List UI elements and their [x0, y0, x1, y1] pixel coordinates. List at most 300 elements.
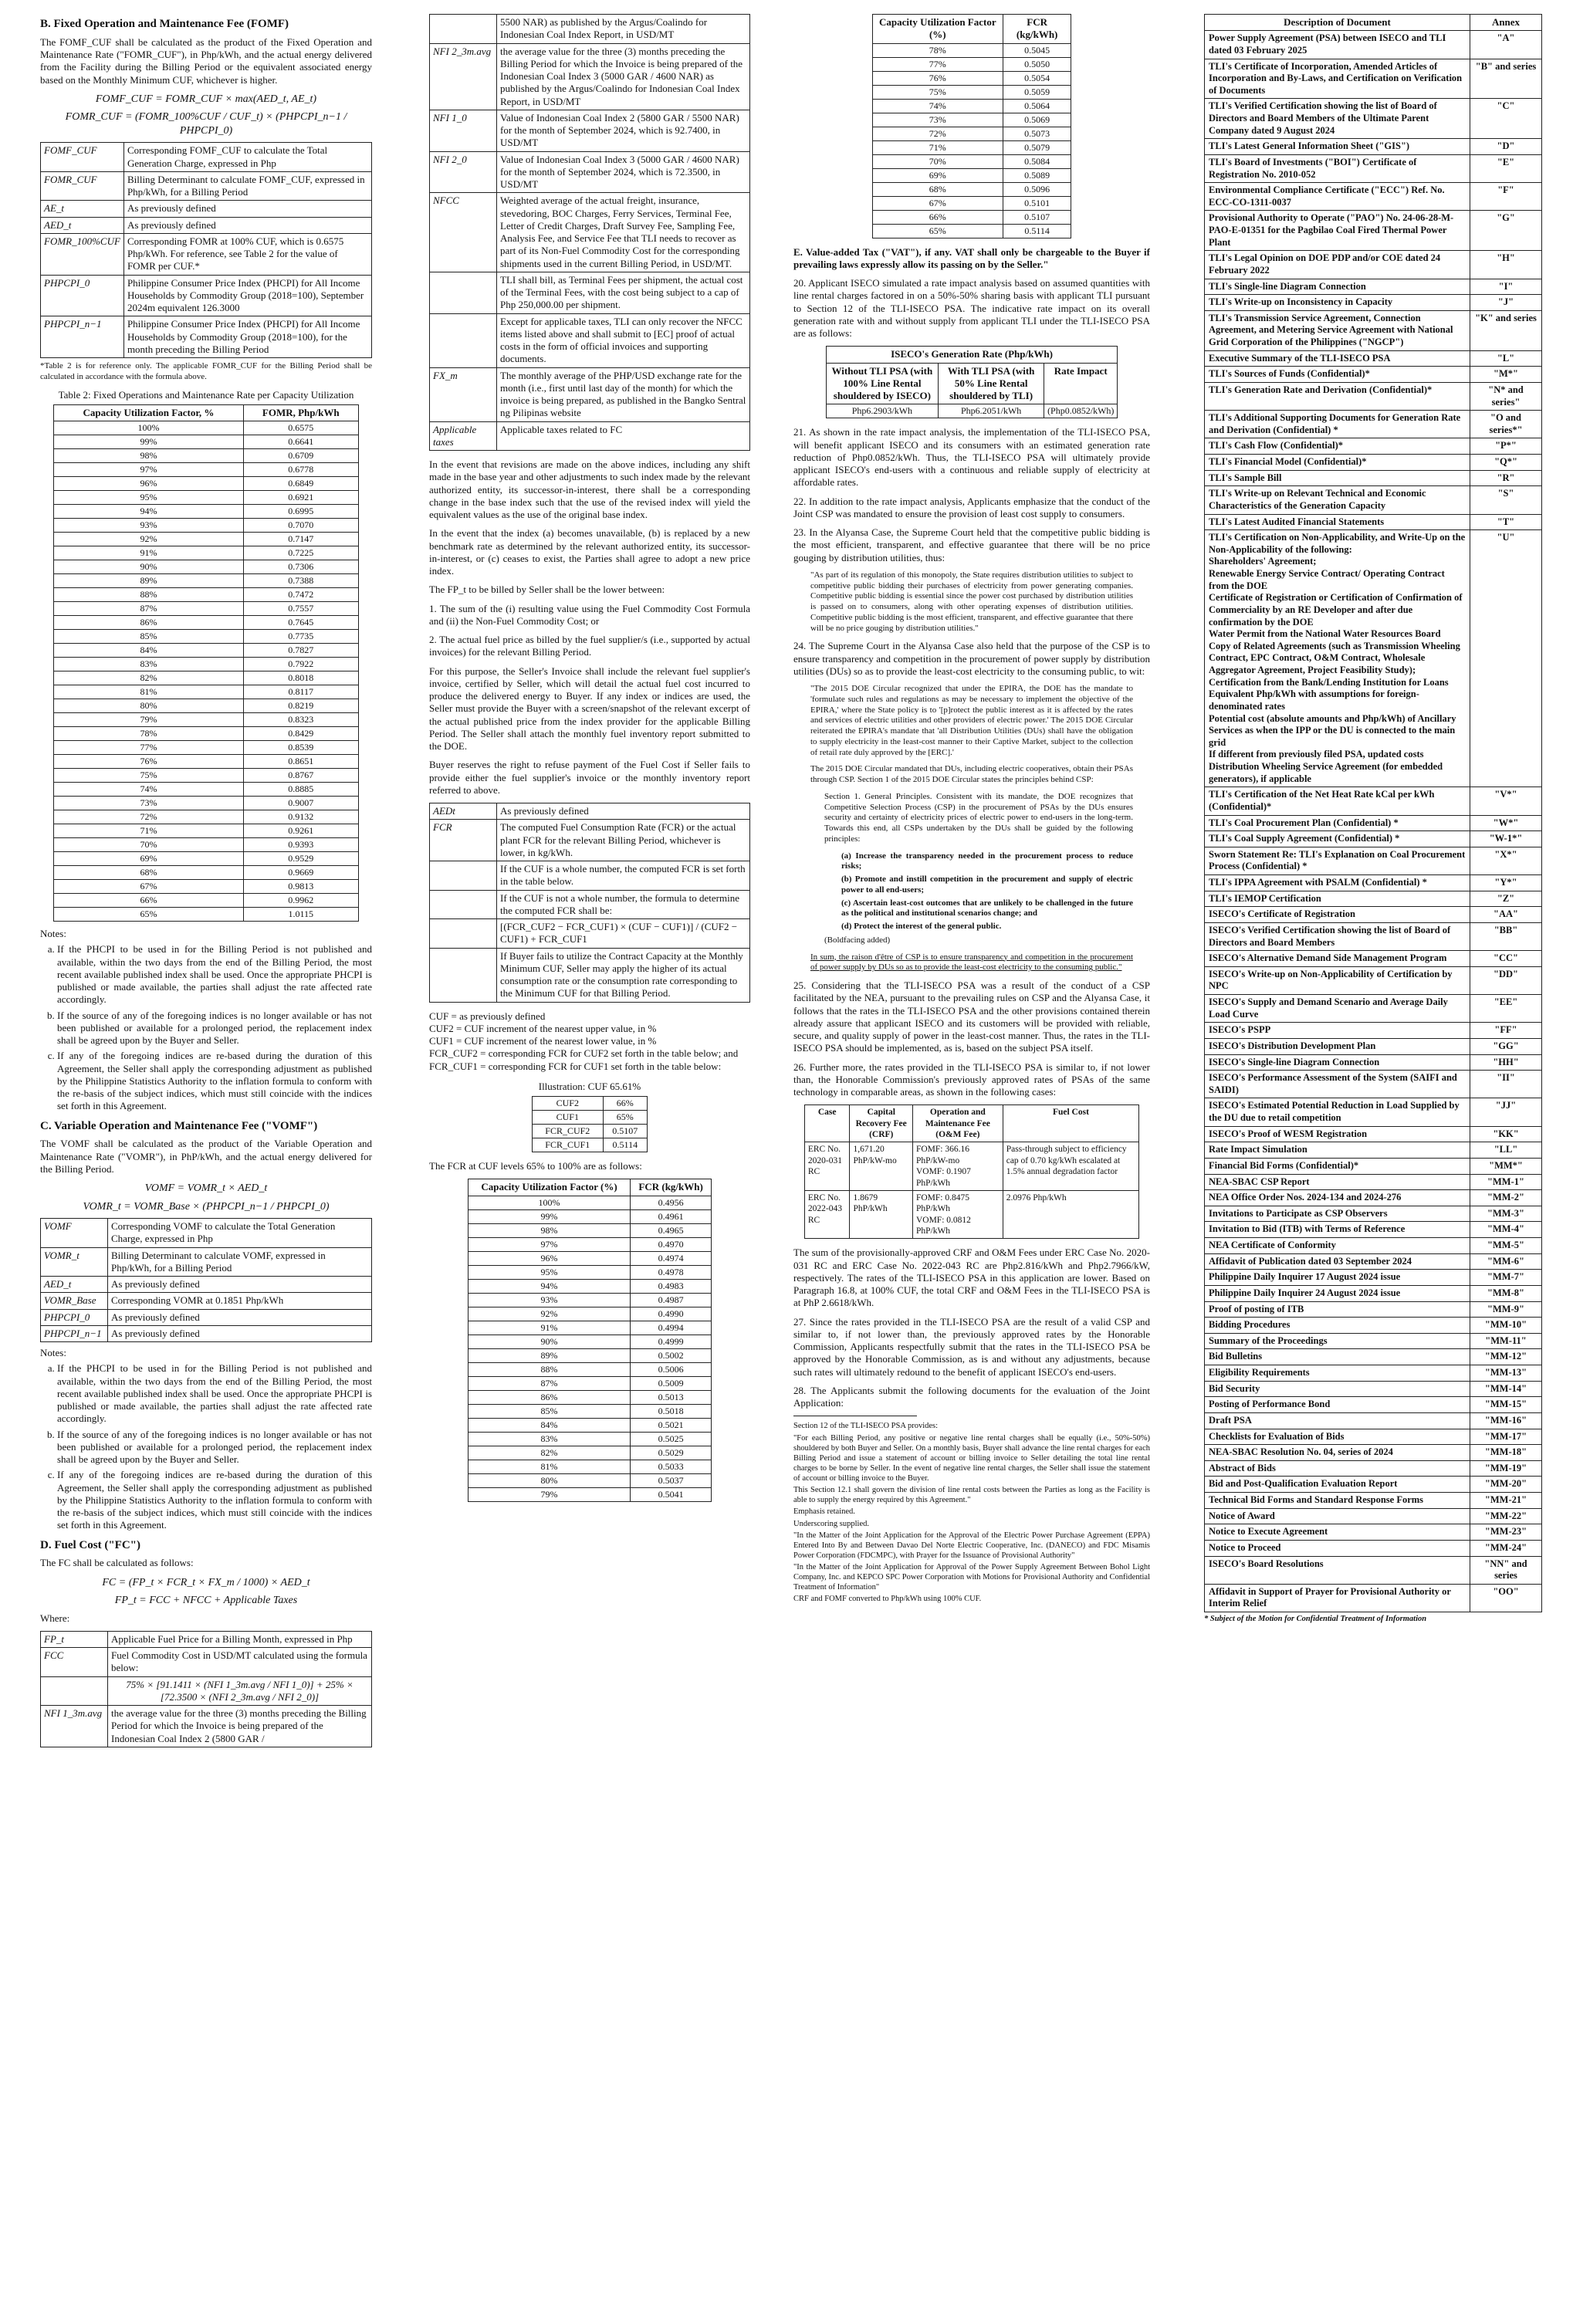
- cuf-cell: 83%: [468, 1432, 630, 1446]
- paragraph-20: 20. Applicant ISECO simulated a rate impact analysis based on assumed quantities with line rental charges factored in on a 50%-50% sharing basis with applicant TLI pursuant to Section 12 of the TLI-ISECO PSA. The indicative rate impact on its overall generation rate with and without supply from applicant TLI under the TLI-ISECO PSA are as follows:: [793, 277, 1150, 339]
- cuf-cell: 67%: [872, 196, 1003, 210]
- value-cell: 0.7070: [243, 519, 358, 533]
- principle-item: (c) Ascertain least-cost outcomes that are unlikely to be challenged in the future as the political and institutional scenarios change; and: [841, 898, 1133, 918]
- fcr-row: [468, 1196, 711, 1209]
- value-cell: 0.7645: [243, 616, 358, 630]
- quote-24c: Section 1. General Principles. Consistent with its mandate, the DOE recognizes that Competitive Selection Process (CSP) in the procurement of PSAs by the DUs ensures security and certainty of electricity prices of electric power to end-users in the long-term. Towards this end, all CSPs undertaken by the DUs shall be guided by the following principles:: [824, 791, 1133, 844]
- cuf-cell: 69%: [872, 168, 1003, 182]
- annex-description: TLI's Financial Model (Confidential)*: [1205, 455, 1470, 471]
- cuf-cell: 65%: [872, 224, 1003, 238]
- definition-row: [430, 193, 750, 272]
- annex-description: TLI's Coal Procurement Plan (Confidential) *: [1205, 815, 1470, 831]
- fomr-row: [54, 616, 359, 630]
- value-cell: 0.8767: [243, 769, 358, 783]
- cuf-cell: 76%: [872, 71, 1003, 85]
- fomf-intro: The FOMF_CUF shall be calculated as the product of the Fixed Operation and Maintenance Rate ("FOMR_CUF"), in Php/kWh, and the actual energy delivered from the Facility during the Billing Period or the equivalent associated energy based on the Monthly Minimum CUF, whichever is higher.: [40, 36, 372, 86]
- value-cell: 0.9007: [243, 797, 358, 810]
- definition-text: As previously defined: [108, 1325, 372, 1341]
- definition-row: [41, 1293, 372, 1309]
- annex-description: Financial Bid Forms (Confidential)*: [1205, 1158, 1470, 1174]
- definition-text: Weighted average of the actual freight, insurance, stevedoring, BOC Charges, Ferry Services, Terminal Fee, Letter of Credit Charges, Draft Survey Fee, Sampling Fee, Analysis Fee, and Service Fee that TLI needs to recover as part of its Non-Fuel Commodity Cost for the corresponding shipments used in the current Billing Period, in USD/MT.: [497, 193, 750, 272]
- vomf-definitions-table: [40, 1218, 372, 1342]
- paragraph-25: 25. Considering that the TLI-ISECO PSA was a result of the conduct of a CSP facilitated by the NEA, pursuant to the prevailing rules on CSP and the Alyansa Case, it follows that the rates in the TLI-ISECO PSA and the other provisions contained therein already assure that applicant ISECO and its customers will be provided with reliable, secure, and quality supply of power in the least-cost manner. Thus, the rates in the TLI-ISECO PSA should be implemented, as is, based on the subject PSA itself.: [793, 979, 1150, 1054]
- cuf-cell: 90%: [468, 1335, 630, 1348]
- annex-row: [1205, 310, 1542, 350]
- fomr-row: [54, 602, 359, 616]
- annex-label: "CC": [1470, 951, 1542, 967]
- annex-description: Abstract of Bids: [1205, 1460, 1470, 1477]
- annex-label: "MM-3": [1470, 1206, 1542, 1222]
- value-cell: 0.9529: [243, 852, 358, 866]
- fcr-row: [468, 1209, 711, 1223]
- annex-label: "Q*": [1470, 455, 1542, 471]
- fomr-row: [54, 546, 359, 560]
- annex-row: [1205, 815, 1542, 831]
- value-cell: 0.5009: [631, 1376, 712, 1390]
- annex-label: "KK": [1470, 1126, 1542, 1142]
- annex-row: [1205, 1270, 1542, 1286]
- value-cell: 0.6778: [243, 463, 358, 477]
- comparable-cases-table: [804, 1104, 1139, 1239]
- annex-row: [1205, 514, 1542, 530]
- definition-row: [41, 217, 372, 233]
- fcr-row: [468, 1307, 711, 1321]
- cuf-cell: 86%: [468, 1390, 630, 1404]
- annex-label: "L": [1470, 350, 1542, 367]
- annex-row: [1205, 99, 1542, 139]
- value-cell: 0.7147: [243, 533, 358, 546]
- value-cell: 0.8323: [243, 713, 358, 727]
- fcr-row: [468, 1432, 711, 1446]
- fcr-table-continued: [872, 14, 1072, 238]
- annex-row: [1205, 1142, 1542, 1159]
- fuel-cost-paragraph: The FP_t to be billed by Seller shall be the lower between:: [429, 584, 665, 596]
- value-cell: 0.5114: [603, 1138, 647, 1152]
- footnote-item: Section 12 of the TLI-ISECO PSA provides:: [793, 1422, 939, 1431]
- value-cell: 0.5084: [1003, 154, 1071, 168]
- annex-row: [1205, 367, 1542, 383]
- annex-row: [1205, 1206, 1542, 1222]
- value-cell: 0.6849: [243, 477, 358, 491]
- annex-description: TLI's Write-up on Inconsistency in Capacity: [1205, 295, 1470, 311]
- definition-row: [430, 43, 750, 110]
- annex-row: [1205, 1477, 1542, 1493]
- definition-term: Applicable taxes: [430, 421, 497, 451]
- fomr-row: [54, 783, 359, 797]
- annex-header-description: Description of Document: [1205, 15, 1470, 31]
- cuf-cell: 72%: [54, 810, 243, 824]
- annex-row: [1205, 1174, 1542, 1190]
- value-cell: 0.8429: [243, 727, 358, 741]
- cuf-cell: 91%: [468, 1321, 630, 1335]
- cuf-cell: 65%: [54, 908, 243, 922]
- annex-description: Power Supply Agreement (PSA) between ISECO and TLI dated 03 February 2025: [1205, 31, 1470, 59]
- cuf-cell: 92%: [54, 533, 243, 546]
- annex-row: [1205, 831, 1542, 847]
- annex-label: "LL": [1470, 1142, 1542, 1159]
- cuf-cell: 93%: [468, 1293, 630, 1307]
- annex-description: Bid Security: [1205, 1381, 1470, 1397]
- fomf-formula-2: FOMR_CUF = (FOMR_100%CUF / CUF_t) × (PHPCPI_n−1 / PHPCPI_0): [65, 111, 347, 137]
- cuf-cell: 75%: [872, 85, 1003, 99]
- annex-row: [1205, 1098, 1542, 1126]
- where-label: Where:: [40, 1612, 70, 1624]
- fcr-row: [872, 57, 1071, 71]
- definition-term: PHPCPI_n−1: [41, 316, 124, 358]
- annex-description: Bidding Procedures: [1205, 1318, 1470, 1334]
- fc-definitions-table: [40, 1631, 372, 1747]
- cuf-cell: 89%: [54, 574, 243, 588]
- case-cell: Pass-through subject to efficiency cap of 0.70 kg/kWh escalated at 1.5% annual degradation factor: [1003, 1142, 1138, 1191]
- annex-description: TLI's Board of Investments ("BOI") Certificate of Registration No. 2010-052: [1205, 154, 1470, 182]
- annex-description: TLI's Legal Opinion on DOE PDP and/or COE dated 24 February 2022: [1205, 251, 1470, 279]
- value-cell: 0.5107: [603, 1125, 647, 1138]
- column-2: [429, 14, 750, 2316]
- annex-label: "DD": [1470, 966, 1542, 994]
- annex-row: [1205, 1445, 1542, 1461]
- paragraph-22: 22. In addition to the rate impact analysis, Applicants emphasize that the conduct of the Joint CSP was mandated to ensure the provision of least cost supply to consumers.: [793, 495, 1150, 519]
- note-item: c. If any of the foregoing indices are re-based during the duration of this Agreement, the Seller shall apply the corresponding adjustment as published by the Philippine Statistics Authority to the inflation formula to conform with the re-basis of the subject indices, which must still coincide with the indices set forth in this Agreement.: [57, 1469, 372, 1531]
- annex-label: "MM-12": [1470, 1349, 1542, 1365]
- annex-row: [1205, 183, 1542, 211]
- value-cell: 0.5013: [631, 1390, 712, 1404]
- cuf-cell: 77%: [872, 57, 1003, 71]
- cuf-cell: 74%: [54, 783, 243, 797]
- value-cell: 0.4956: [631, 1196, 712, 1209]
- cuf-cell: 66%: [54, 894, 243, 908]
- column-1: [40, 14, 372, 2316]
- definition-term: [430, 272, 497, 313]
- nfi1-def: the average value for the three (3) months preceding the Billing Period for which the Invoice is being prepared of the Indonesian Coal Index 2 (5800 GAR /: [108, 1706, 372, 1747]
- cuf-cell: 96%: [468, 1251, 630, 1265]
- definition-row: [41, 171, 372, 201]
- case-cell: ERC No. 2020-031 RC: [804, 1142, 850, 1191]
- cuf-cell: 100%: [54, 421, 243, 435]
- annex-row: [1205, 1054, 1542, 1071]
- value-cell: 0.7388: [243, 574, 358, 588]
- definition-text: Applicable taxes related to FC: [497, 421, 750, 451]
- annex-label: "W-1*": [1470, 831, 1542, 847]
- annex-row: [1205, 455, 1542, 471]
- case-cell: 1,671.20 PhP/kW-mo: [850, 1142, 912, 1191]
- value-cell: 0.5045: [1003, 43, 1071, 57]
- annex-description: Proof of posting of ITB: [1205, 1301, 1470, 1318]
- cuf-cell: 66%: [872, 210, 1003, 224]
- fcr-row: [468, 1293, 711, 1307]
- value-cell: 0.4999: [631, 1335, 712, 1348]
- annex-description: Draft PSA: [1205, 1412, 1470, 1429]
- fcr-row: [872, 85, 1071, 99]
- fomr-row: [54, 463, 359, 477]
- definition-text: [(FCR_CUF2 − FCR_CUF1) × (CUF − CUF1)] / (CUF2 − CUF1) + FCR_CUF1: [497, 919, 750, 949]
- cuf-line: FCR_CUF2 = corresponding FCR for CUF2 set forth in the table below; and: [429, 1047, 739, 1060]
- annex-description: NEA Certificate of Conformity: [1205, 1238, 1470, 1254]
- definition-term: [430, 919, 497, 949]
- quote-24b: The 2015 DOE Circular mandated that DUs, including electric cooperatives, obtain their PSAs through CSP. Section 1 of the 2015 DOE Circular states the principles behind CSP:: [810, 764, 1133, 784]
- value-cell: 66%: [603, 1097, 647, 1111]
- annex-label: "MM-14": [1470, 1381, 1542, 1397]
- annex-label: "O and series*": [1470, 411, 1542, 438]
- annex-description: Notice to Proceed: [1205, 1540, 1470, 1556]
- fcr-row: [468, 1348, 711, 1362]
- definition-text: As previously defined: [108, 1277, 372, 1293]
- cuf-cell: 98%: [468, 1223, 630, 1237]
- cuf-cell: 91%: [54, 546, 243, 560]
- cuf-cell: 98%: [54, 449, 243, 463]
- fc-heading: D. Fuel Cost ("FC"): [40, 1538, 140, 1551]
- definition-term: VOMR_Base: [41, 1293, 108, 1309]
- definition-text: the average value for the three (3) months preceding the Billing Period for which the Invoice is being prepared of the Indonesian Coal Index 3 (5000 GAR / 4600 NAR) as published by the Argus/Coalindo for Indonesian Coal Index Report, in USD/MT: [497, 43, 750, 110]
- value-cell: 0.4987: [631, 1293, 712, 1307]
- cuf-cell: 86%: [54, 616, 243, 630]
- value-cell: 0.8885: [243, 783, 358, 797]
- annex-label: "B" and series: [1470, 59, 1542, 99]
- cuf-cell: 94%: [54, 505, 243, 519]
- fuel-cost-paragraph: In the event that the index (a) becomes unavailable, (b) is replaced by a new benchmark rate as determined by the relevant authorized entity, its successor-in-interest, or (c) ceases to exist, the Parties shall agree to adopt a new price index.: [429, 527, 750, 577]
- annex-row: [1205, 1222, 1542, 1238]
- definition-text: Corresponding VOMR at 0.1851 Php/kWh: [108, 1293, 372, 1309]
- value-cell: 0.5025: [631, 1432, 712, 1446]
- value-cell: 0.5018: [631, 1404, 712, 1418]
- illustration-table: [532, 1096, 648, 1152]
- cuf-cell: 95%: [468, 1265, 630, 1279]
- annex-description: Invitations to Participate as CSP Observers: [1205, 1206, 1470, 1222]
- fcr-row: [872, 71, 1071, 85]
- definition-text: If the CUF is not a whole number, the formula to determine the computed FCR shall be:: [497, 890, 750, 919]
- cuf-cell: 80%: [468, 1473, 630, 1487]
- annex-row: [1205, 1493, 1542, 1509]
- value-cell: 1.0115: [243, 908, 358, 922]
- fomr-header-rate: FOMR, Php/kWh: [243, 404, 358, 421]
- annex-row: [1205, 1429, 1542, 1445]
- cuf-line: CUF = as previously defined: [429, 1010, 546, 1022]
- value-cell: 0.7472: [243, 588, 358, 602]
- fcr-row: [872, 210, 1071, 224]
- annex-description: TLI's IEMOP Certification: [1205, 891, 1470, 907]
- cuf-cell: 79%: [468, 1487, 630, 1501]
- annex-label: "MM-7": [1470, 1270, 1542, 1286]
- annex-description: Notice of Award: [1205, 1508, 1470, 1524]
- fuel-cost-paragraph: 1. The sum of the (i) resulting value using the Fuel Commodity Cost Formula and (ii) the Non-Fuel Commodity Cost; or: [429, 602, 750, 627]
- cuf-cell: 70%: [872, 154, 1003, 168]
- quote-24a: "The 2015 DOE Circular recognized that under the EPIRA, the DOE has the mandate to 'formulate such rules and regulations as may be necessary to implement the objective of the EPIRA,' where the State policy is to '[p]rotect the public interest as it is affected by the rates and services of electric utilities and other providers of electric power.' The 2015 DOE Circular reiterated the EPIRA's mandate that 'all Distribution Utilities (DUs) shall have the obligation to supply electricity in the least-cost manner to their Captive Market, subject to the collection of retail rate duly approved by the [ERC].': [810, 684, 1133, 757]
- vomf-heading: C. Variable Operation and Maintenance Fee ("VOMF"): [40, 1119, 318, 1132]
- value-cell: 0.9261: [243, 824, 358, 838]
- cuf-cell: 92%: [468, 1307, 630, 1321]
- cuf-cell: 70%: [54, 838, 243, 852]
- fomr-row: [54, 755, 359, 769]
- annex-row: [1205, 966, 1542, 994]
- rate-impact-title: ISECO's Generation Rate (Php/kWh): [826, 347, 1118, 363]
- annex-description: TLI's Certification on Non-Applicability, and Write-Up on the Non-Applicability of the following: Shareholders' Agreement; Renewable Energy Service Contract/ Operating Contract from the DOE Certificate of Registration or Certification of Confirmation of Commerciality by an RE Developer and after due confirmation by the DOE Water Permit from the National Water Resources Board Copy of Related Agreements (such as Transmission Wheeling Contract, EPC Contract, O&M Contract, Wholesale Aggregator Agreement, Project Feasibility Study); Certification from the Bank/Lending Institution for Loans Equivalent Php/kWh with assumptions for foreign-denominated rates Potential cost (absolute amounts and Php/kWh) of Ancillary Services as when the IPP or the DU is connected to the main grid If different from previously filed PSA, updated costs Distribution Wheeling Service Agreement (for embedded generators), if applicable: [1205, 530, 1470, 787]
- annex-label: "EE": [1470, 995, 1542, 1023]
- principle-item: (a) Increase the transparency needed in the procurement process to reduce risks;: [841, 851, 1133, 871]
- annex-row: [1205, 951, 1542, 967]
- fcr-row: [468, 1251, 711, 1265]
- definition-row: [430, 820, 750, 861]
- fomr-row: [54, 797, 359, 810]
- value-cell: 0.4990: [631, 1307, 712, 1321]
- cuf-cell: 94%: [468, 1279, 630, 1293]
- annex-label: "GG": [1470, 1038, 1542, 1054]
- annex-row: [1205, 1318, 1542, 1334]
- annex-label: "FF": [1470, 1023, 1542, 1039]
- fcr-row: [468, 1237, 711, 1251]
- definition-term: FOMR_100%CUF: [41, 233, 124, 275]
- fomr-row: [54, 449, 359, 463]
- fcr-row: [468, 1460, 711, 1473]
- annex-description: TLI's Coal Supply Agreement (Confidential) *: [1205, 831, 1470, 847]
- annex-label: "MM-11": [1470, 1333, 1542, 1349]
- definition-text: Corresponding VOMF to calculate the Total Generation Charge, expressed in Php: [108, 1219, 372, 1248]
- annex-label: "Z": [1470, 891, 1542, 907]
- case-header: Fuel Cost: [1003, 1105, 1138, 1142]
- definition-row: [430, 421, 750, 451]
- annex-description: Environmental Compliance Certificate ("ECC") Ref. No. ECC-CO-1311-0037: [1205, 183, 1470, 211]
- value-cell: 0.9393: [243, 838, 358, 852]
- annex-label: "I": [1470, 279, 1542, 295]
- annex-description: ISECO's Certificate of Registration: [1205, 907, 1470, 923]
- annex-row: [1205, 1460, 1542, 1477]
- cuf-cell: 75%: [54, 769, 243, 783]
- footnote-item: "For each Billing Period, any positive or negative line rental charges shall be equally (i.e., 50%-50%) shouldered by both Buyer and Seller. On a monthly basis, Buyer shall advance the line rental charges for each Billing Period and issue a statement of account or billing invoice to Seller detailing the total line rental charges to be borne by Seller. In the event of negative line rental charges, the Seller shall issue the statement of account or billing invoice to the Buyer.: [793, 1433, 1150, 1483]
- definition-text: The monthly average of the PHP/USD exchange rate for the month (i.e., first until last day of the month) for which the invoice is being prepared, as published in the Bangko Sentral ng Pilipinas website: [497, 367, 750, 421]
- cuf-cell: 84%: [468, 1418, 630, 1432]
- cuf-cell: 68%: [872, 182, 1003, 196]
- value-cell: 0.4983: [631, 1279, 712, 1293]
- annex-row: [1205, 907, 1542, 923]
- value-cell: 0.5107: [1003, 210, 1071, 224]
- annex-description: TLI's Cash Flow (Confidential)*: [1205, 438, 1470, 455]
- value-cell: 0.6709: [243, 449, 358, 463]
- paragraph-28: 28. The Applicants submit the following documents for the evaluation of the Joint Application:: [793, 1384, 1150, 1409]
- value-cell: 0.5064: [1003, 99, 1071, 113]
- cuf-cell: 88%: [468, 1362, 630, 1376]
- fomr-row: [54, 477, 359, 491]
- fcr-row: [468, 1390, 711, 1404]
- definition-row: [41, 143, 372, 172]
- definition-text: 5500 NAR) as published by the Argus/Coalindo for Indonesian Coal Index Report, in USD/MT: [497, 15, 750, 44]
- annex-label: "K" and series: [1470, 310, 1542, 350]
- annex-row: [1205, 1301, 1542, 1318]
- fcr-row: [872, 127, 1071, 140]
- annex-row: [1205, 875, 1542, 891]
- value-cell: 0.4965: [631, 1223, 712, 1237]
- fomr-row: [54, 685, 359, 699]
- cuf-cell: CUF2: [533, 1097, 604, 1111]
- cuf-cell: 69%: [54, 852, 243, 866]
- cuf-line: CUF2 = CUF increment of the nearest upper value, in %: [429, 1022, 657, 1034]
- cuf-cell: CUF1: [533, 1111, 604, 1125]
- definition-row: [41, 316, 372, 358]
- definition-term: NFCC: [430, 193, 497, 272]
- annex-label: "MM-4": [1470, 1222, 1542, 1238]
- annex-description: Affidavit of Publication dated 03 September 2024: [1205, 1253, 1470, 1270]
- definition-term: NFI 2_0: [430, 151, 497, 193]
- cuf-cell: 100%: [468, 1196, 630, 1209]
- value-cell: 0.5029: [631, 1446, 712, 1460]
- value-cell: 0.4974: [631, 1251, 712, 1265]
- fcr-row: [468, 1446, 711, 1460]
- cuf-line: FCR_CUF1 = corresponding FCR for CUF1 set forth in the table below:: [429, 1060, 722, 1072]
- annex-description: NEA-SBAC Resolution No. 04, series of 2024: [1205, 1445, 1470, 1461]
- fomf-definitions-table: [40, 142, 372, 358]
- fcr-row: [468, 1321, 711, 1335]
- fcr-row: [872, 154, 1071, 168]
- annex-row: [1205, 59, 1542, 99]
- paragraph-26: 26. Further more, the rates provided in the TLI-ISECO PSA is similar to, if not lower than, the Honorable Commission's previously approved rates of PSAs of the same technology in comparable areas, as shown in the following cases:: [793, 1061, 1150, 1098]
- definition-term: PHPCPI_n−1: [41, 1325, 108, 1341]
- definition-term: NFI 2_3m.avg: [430, 43, 497, 110]
- definition-text: The computed Fuel Consumption Rate (FCR) or the actual plant FCR for the relevant Billing Period, whichever is lower, in kg/kWh.: [497, 820, 750, 861]
- fomr-row: [54, 671, 359, 685]
- annex-label: "MM-18": [1470, 1445, 1542, 1461]
- annex-description: TLI's Verified Certification showing the list of Board of Directors and Board Members of the Ultimate Parent Company dated 9 August 2024: [1205, 99, 1470, 139]
- value-cell: 0.5050: [1003, 57, 1071, 71]
- nfi1-row: [41, 1706, 372, 1747]
- annex-row: [1205, 31, 1542, 59]
- annex-description: Philippine Daily Inquirer 24 August 2024 issue: [1205, 1285, 1470, 1301]
- value-cell: 0.8219: [243, 699, 358, 713]
- footnotes: [793, 1421, 1150, 1604]
- annex-description: Summary of the Proceedings: [1205, 1333, 1470, 1349]
- annex-row: [1205, 382, 1542, 410]
- annex-description: Executive Summary of the TLI-ISECO PSA: [1205, 350, 1470, 367]
- case-cell: 1.8679 PhP/kWh: [850, 1190, 912, 1239]
- annex-description: TLI's Certificate of Incorporation, Amended Articles of Incorporation and By-Laws, and Certification on Verification of Documents: [1205, 59, 1470, 99]
- value-cell: 0.9669: [243, 866, 358, 880]
- annex-description: TLI's Transmission Service Agreement, Connection Agreement, and Metering Service Agreement with National Grid Corporation of the Philippines ("NGCP"): [1205, 310, 1470, 350]
- definition-text: If the CUF is a whole number, the computed FCR is set forth in the table below.: [497, 861, 750, 891]
- value-cell: 0.4970: [631, 1237, 712, 1251]
- annex-row: [1205, 1508, 1542, 1524]
- annex-description: Eligibility Requirements: [1205, 1365, 1470, 1382]
- definition-term: FCR: [430, 820, 497, 861]
- annex-description: TLI's Latest General Information Sheet ("GIS"): [1205, 139, 1470, 155]
- annex-description: TLI's Additional Supporting Documents for Generation Rate and Derivation (Confidential) *: [1205, 411, 1470, 438]
- cuf-cell: 97%: [54, 463, 243, 477]
- definition-term: FOMR_CUF: [41, 171, 124, 201]
- definition-term: [430, 15, 497, 44]
- annex-row: [1205, 1584, 1542, 1612]
- vomf-formula-2: VOMR_t = VOMR_Base × (PHPCPI_n−1 / PHPCPI_0): [83, 1200, 330, 1213]
- annex-label: "MM-20": [1470, 1477, 1542, 1493]
- annex-label: "OO": [1470, 1584, 1542, 1612]
- annex-description: ISECO's PSPP: [1205, 1023, 1470, 1039]
- definition-text: Except for applicable taxes, TLI can only recover the NFCC items listed above and shall submit to [EC] proof of actual costs in the form of official invoices and supporting documents.: [497, 313, 750, 367]
- footnote-item: "In the Matter of the Joint Application for the Approval of the Electric Power Purchase Agreement (EPPA) Entered Into By and Between Davao Del Norte Electric Cooperative, Inc. (DANECO) and FDC Misamis Power Corporation (FDCMPC), with Prayer for the Issuance of Provisional Authority": [793, 1531, 1150, 1560]
- annex-label: "MM-6": [1470, 1253, 1542, 1270]
- definition-row: [41, 201, 372, 217]
- definition-row: [430, 948, 750, 1002]
- definition-term: AED_t: [41, 217, 124, 233]
- fcr-row: [468, 1279, 711, 1293]
- definition-row: [430, 861, 750, 891]
- cuf-cell: 99%: [468, 1209, 630, 1223]
- annex-label: "MM-19": [1470, 1460, 1542, 1477]
- annex-label: "N* and series": [1470, 382, 1542, 410]
- fc-formula-1: FC = (FP_t × FCR_t × FX_m / 1000) × AED_t: [102, 1576, 310, 1588]
- case-row: [804, 1190, 1138, 1239]
- fcr-row: [468, 1335, 711, 1348]
- annex-row: [1205, 1238, 1542, 1254]
- annex-description: Technical Bid Forms and Standard Response Forms: [1205, 1493, 1470, 1509]
- definition-term: [430, 861, 497, 891]
- annex-row: [1205, 1190, 1542, 1206]
- fcr-row: [468, 1362, 711, 1376]
- paragraph-27: 27. Since the rates provided in the TLI-ISECO PSA are the result of a valid CSP and similar to, if not lower than, the previously approved rates by the Honorable Commission, Applicants respectfully submit that the rates in the TLI-ISECO PSA be approved by the Honorable Commission, as is and without any adjustments, because such rates will ultimately redound to the benefit of applicant ISECO's end-users.: [793, 1315, 1150, 1378]
- definition-term: [430, 890, 497, 919]
